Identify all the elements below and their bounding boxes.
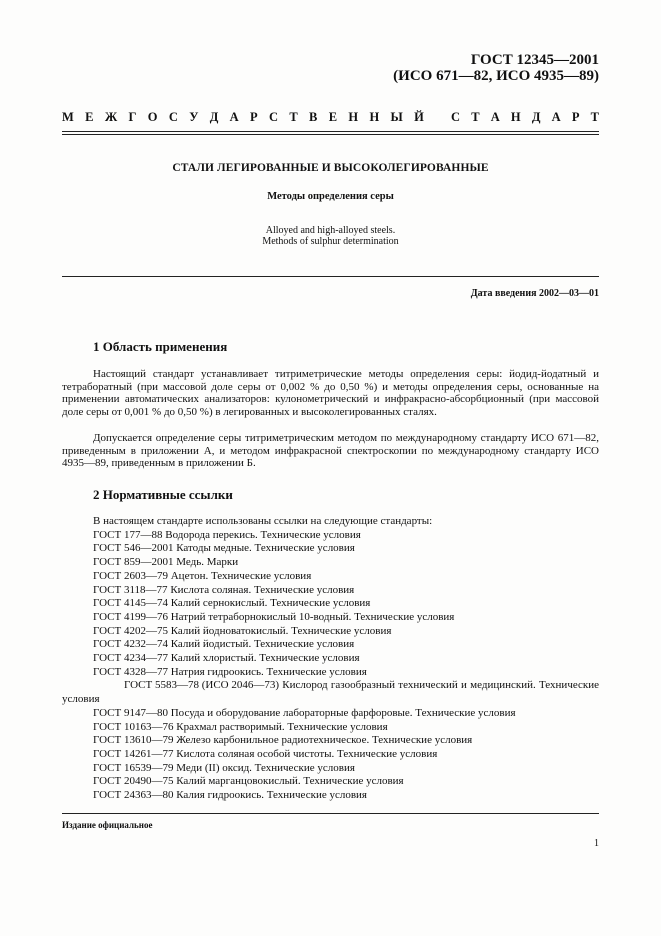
reference-code: ГОСТ 4232—74 — [93, 638, 168, 651]
reference-code: ГОСТ 3118—77 — [93, 583, 168, 596]
references-lead: В настоящем стандарте использованы ссылки на следующие стандарты: — [93, 515, 433, 527]
section-1-paragraph-1: Настоящий стандарт устанавливает титриметрические методы определения серы: йодид-йодатный и тетраборатный (при массовой доле серы от 0,002 % до 0,50 %) и методы определения серы, основанные на применении автоматических анализаторов: кулонометрический и инфракрасно-абсорбционный (при массовой доле серы от 0,001 % до 0,50 %) в легированных и высоколегированных сталях. — [62, 368, 599, 419]
top-rule — [62, 131, 599, 132]
banner-letter: Г — [128, 110, 137, 124]
reference-title: Железо карбонильное радиотехническое. Технические условия — [176, 734, 473, 747]
standard-code-line1: ГОСТ 12345—2001 — [470, 52, 599, 68]
reference-title: Калий йодистый. Технические условия — [170, 638, 355, 651]
reference-item — [62, 775, 599, 789]
banner-letter: Р — [571, 110, 580, 124]
standard-code — [393, 52, 599, 84]
english-title — [0, 225, 661, 247]
reference-title: Крахмал растворимый. Технические условия — [176, 720, 388, 733]
reference-code: ГОСТ 5583—78 (ИСО 2046—73) — [124, 679, 280, 692]
reference-code: ГОСТ 24363—80 — [93, 789, 174, 802]
banner-letter: У — [189, 110, 199, 124]
reference-title: Калия гидроокись. Технические условия — [176, 789, 367, 802]
reference-item — [62, 762, 599, 776]
reference-title: Катоды медные. Технические условия — [176, 542, 355, 555]
section-2-heading: 2 Нормативные ссылки — [93, 487, 233, 502]
reference-code: ГОСТ 16539—79 — [93, 761, 174, 774]
banner-letter: В — [309, 110, 318, 124]
reference-title: Натрий тетраборнокислый 10-водный. Технические условия — [170, 610, 455, 623]
reference-code: ГОСТ 4202—75 — [93, 624, 168, 637]
english-title-line2: Methods of sulphur determination — [262, 236, 399, 247]
banner-letter: Т — [289, 110, 298, 124]
reference-item — [62, 666, 599, 680]
reference-item — [62, 597, 599, 611]
banner-letter: Т — [590, 110, 599, 124]
banner-word-standard — [451, 110, 599, 125]
footer-rule — [62, 813, 599, 814]
reference-item — [62, 707, 599, 721]
reference-item — [62, 638, 599, 652]
reference-item — [62, 529, 599, 543]
banner-letter: Н — [369, 110, 380, 124]
reference-item — [62, 748, 599, 762]
intro-rule — [62, 276, 599, 277]
normative-references — [62, 515, 599, 803]
reference-title: Меди (II) оксид. Технические условия — [176, 761, 355, 774]
introduction-date: Дата введения 2002—03—01 — [470, 288, 599, 299]
reference-code: ГОСТ 4328—77 — [93, 665, 168, 678]
reference-item — [62, 734, 599, 748]
reference-code: ГОСТ 546—2001 — [93, 542, 174, 555]
reference-code: ГОСТ 2603—79 — [93, 569, 168, 582]
reference-title: Посуда и оборудование лабораторные фарфоровые. Технические условия — [170, 706, 516, 719]
reference-item — [62, 679, 599, 706]
reference-title: Кислород газообразный технический и медицинский. Технические условия — [62, 679, 599, 706]
reference-code: ГОСТ 859—2001 — [93, 556, 174, 569]
reference-code: ГОСТ 4145—74 — [93, 597, 168, 610]
reference-title: Кислота соляная особой чистоты. Технические условия — [176, 747, 438, 760]
banner-letter: О — [147, 110, 158, 124]
english-title-line1: Alloyed and high-alloyed steels. — [265, 225, 396, 236]
reference-code: ГОСТ 4199—76 — [93, 610, 168, 623]
reference-item — [62, 721, 599, 735]
banner-letter: Д — [531, 110, 541, 124]
reference-code: ГОСТ 13610—79 — [93, 734, 174, 747]
reference-title: Кислота соляная. Технические условия — [170, 583, 355, 596]
reference-title: Калий йодноватокислый. Технические условия — [170, 624, 392, 637]
reference-item — [62, 542, 599, 556]
reference-title: Калий марганцовокислый. Технические условия — [176, 775, 404, 788]
standard-code-line2: (ИСО 671—82, ИСО 4935—89) — [393, 68, 599, 84]
top-rule-thin — [62, 134, 599, 135]
reference-title: Калий хлористый. Технические условия — [170, 652, 360, 665]
page-number: 1 — [594, 838, 599, 849]
document-subtitle: Методы определения серы — [267, 191, 394, 202]
reference-item — [62, 556, 599, 570]
section-1-heading: 1 Область применения — [93, 339, 228, 354]
reference-code: ГОСТ 177—88 — [93, 528, 163, 541]
banner-letter: Ы — [390, 110, 403, 124]
banner-letter: С — [451, 110, 461, 124]
reference-list — [62, 529, 599, 803]
banner-letter: Ж — [104, 110, 118, 124]
reference-item — [62, 611, 599, 625]
reference-item — [62, 789, 599, 803]
banner-letter: Н — [348, 110, 359, 124]
reference-title: Натрия гидроокись. Технические условия — [170, 665, 367, 678]
banner-letter: Т — [471, 110, 480, 124]
banner-letter: А — [551, 110, 561, 124]
banner-letter: С — [168, 110, 178, 124]
document-title: СТАЛИ ЛЕГИРОВАННЫЕ И ВЫСОКОЛЕГИРОВАННЫЕ — [172, 162, 489, 174]
section-1-paragraph-2: Допускается определение серы титриметрическим методом по международному стандарту ИСО 671—82, приведенным в приложении А, и методом инфракрасной спектроскопии по международному стандарту ИСО 4935—89, приведенным в приложении Б. — [62, 432, 599, 470]
reference-code: ГОСТ 20490—75 — [93, 775, 174, 788]
banner-letter: А — [229, 110, 239, 124]
reference-code: ГОСТ 9147—80 — [93, 706, 168, 719]
banner-word-interstate — [62, 110, 424, 125]
reference-item — [62, 625, 599, 639]
banner-letter: А — [490, 110, 500, 124]
official-edition-label: Издание официальное — [62, 820, 153, 830]
banner-letter: Д — [209, 110, 219, 124]
banner-letter: Е — [85, 110, 94, 124]
reference-item — [62, 652, 599, 666]
reference-item — [62, 584, 599, 598]
reference-title: Ацетон. Технические условия — [170, 569, 312, 582]
reference-code: ГОСТ 14261—77 — [93, 747, 174, 760]
reference-title: Медь. Марки — [176, 556, 239, 569]
interstate-standard-banner — [62, 110, 599, 125]
reference-code: ГОСТ 10163—76 — [93, 720, 174, 733]
banner-letter: Й — [414, 110, 424, 124]
banner-letter: М — [62, 110, 74, 124]
reference-title: Водорода перекись. Технические условия — [165, 528, 361, 541]
banner-letter: Н — [510, 110, 521, 124]
reference-item — [62, 570, 599, 584]
banner-letter: С — [269, 110, 279, 124]
banner-letter: Е — [328, 110, 338, 124]
banner-letter: Р — [250, 110, 258, 124]
reference-title: Калий сернокислый. Технические условия — [170, 597, 371, 610]
reference-code: ГОСТ 4234—77 — [93, 652, 168, 665]
